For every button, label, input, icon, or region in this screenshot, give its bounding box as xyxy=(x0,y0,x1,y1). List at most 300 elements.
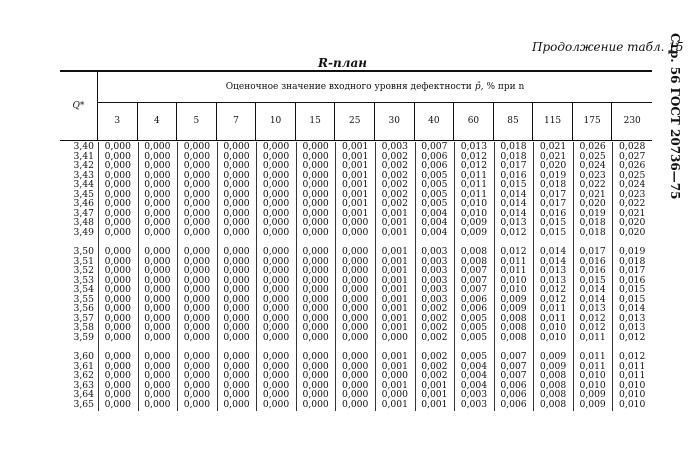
table-cell: 0,001 xyxy=(342,150,369,162)
row-group xyxy=(60,142,652,237)
table-cell: 0,001 xyxy=(342,141,369,152)
table-cell: 0,000 xyxy=(183,207,211,219)
table-cell: 0,018 xyxy=(579,217,606,228)
table-cell: 0,000 xyxy=(104,179,131,190)
table-cell: 0,006 xyxy=(500,379,527,391)
table-cell: 0,015 xyxy=(579,274,606,286)
table-cell: 0,000 xyxy=(223,198,250,209)
q-value: 3,49 xyxy=(73,226,94,238)
table-row xyxy=(60,400,652,410)
table-cell: 0,000 xyxy=(342,246,369,257)
q-value: 3,42 xyxy=(73,160,94,171)
table-cell: 0,002 xyxy=(421,351,448,362)
table-cell: 0,002 xyxy=(421,303,448,314)
table-cell: 0,000 xyxy=(223,265,250,276)
table-cell: 0,000 xyxy=(302,169,329,181)
table-cell: 0,000 xyxy=(342,379,369,391)
table-cell: 0,000 xyxy=(262,246,290,257)
table-cell: 0,002 xyxy=(421,322,448,333)
table-cell: 0,000 xyxy=(223,274,250,286)
table-cell: 0,001 xyxy=(381,207,408,219)
table-cell: 0,013 xyxy=(539,274,567,286)
table-cell: 0,004 xyxy=(421,226,448,238)
table-cell: 0,008 xyxy=(539,379,567,391)
table-cell: 0,000 xyxy=(104,226,131,238)
table-cell: 0,024 xyxy=(619,179,646,190)
table-cell: 0,000 xyxy=(104,198,131,209)
q-value: 3,58 xyxy=(73,322,94,333)
table-cell: 0,000 xyxy=(223,226,250,238)
table-cell: 0,000 xyxy=(223,312,250,324)
table-cell: 0,007 xyxy=(460,274,488,286)
table-cell: 0,012 xyxy=(619,331,646,343)
table-cell: 0,000 xyxy=(223,389,250,400)
span-header-suffix: % при n xyxy=(486,82,525,92)
table-cell: 0,008 xyxy=(539,370,567,381)
table-cell: 0,024 xyxy=(579,160,606,171)
table-cell: 0,002 xyxy=(421,312,448,324)
table-cell: 0,000 xyxy=(381,370,408,381)
table-cell: 0,021 xyxy=(539,150,567,162)
table-cell: 0,000 xyxy=(302,226,329,238)
table-cell: 0,000 xyxy=(144,379,171,391)
table-cell: 0,008 xyxy=(460,255,488,267)
q-value: 3,40 xyxy=(73,141,94,152)
q-value: 3,57 xyxy=(73,312,94,324)
q-value: 3,43 xyxy=(73,169,94,181)
table-cell: 0,010 xyxy=(619,379,646,391)
table-cell: 0,010 xyxy=(579,370,606,381)
table-cell: 0,017 xyxy=(579,246,606,257)
table-cell: 0,005 xyxy=(421,169,448,181)
table-cell: 0,002 xyxy=(381,150,408,162)
table-cell: 0,015 xyxy=(500,179,527,190)
table-cell: 0,000 xyxy=(223,179,250,190)
table-cell: 0,013 xyxy=(460,141,488,152)
table-cell: 0,001 xyxy=(342,188,369,200)
table-cell: 0,009 xyxy=(500,293,527,305)
table-cell: 0,000 xyxy=(144,370,171,381)
table-cell: 0,000 xyxy=(144,398,171,410)
table-cell: 0,006 xyxy=(460,293,488,305)
table-cell: 0,006 xyxy=(500,398,527,410)
table-cell: 0,011 xyxy=(539,312,567,324)
table-cell: 0,000 xyxy=(342,398,369,410)
span-header-text: Оценочное значение входного уровня дефектности xyxy=(225,82,472,92)
table-cell: 0,000 xyxy=(104,188,131,200)
table-cell: 0,001 xyxy=(381,293,408,305)
table-cell: 0,018 xyxy=(619,255,646,267)
table-cell: 0,000 xyxy=(223,255,250,267)
table-cell: 0,000 xyxy=(223,284,250,295)
table-cell: 0,000 xyxy=(342,370,369,381)
table-cell: 0,000 xyxy=(302,322,329,333)
table-cell: 0,000 xyxy=(144,312,171,324)
side-page-label xyxy=(662,33,684,200)
table-cell: 0,010 xyxy=(539,322,567,333)
table-cell: 0,000 xyxy=(104,379,131,391)
table-cell: 0,000 xyxy=(302,246,329,257)
table-cell: 0,014 xyxy=(539,255,567,267)
table-cell: 0,000 xyxy=(144,160,171,171)
n-header-7: 7 xyxy=(217,102,257,140)
table-cell: 0,005 xyxy=(421,198,448,209)
q-value: 3,60 xyxy=(73,351,94,362)
table-cell: 0,001 xyxy=(381,379,408,391)
column-rule xyxy=(217,142,218,411)
table-cell: 0,011 xyxy=(500,255,527,267)
table-cell: 0,000 xyxy=(223,370,250,381)
table-cell: 0,000 xyxy=(104,360,131,372)
table-cell: 0,007 xyxy=(500,370,527,381)
table-cell: 0,019 xyxy=(579,207,606,219)
table-cell: 0,001 xyxy=(342,160,369,171)
table-cell: 0,000 xyxy=(183,217,211,228)
table-cell: 0,000 xyxy=(144,389,171,400)
table-cell: 0,020 xyxy=(539,160,567,171)
table-cell: 0,000 xyxy=(183,370,211,381)
table-cell: 0,000 xyxy=(342,284,369,295)
table-cell: 0,000 xyxy=(223,169,250,181)
table-cell: 0,000 xyxy=(302,274,329,286)
n-header-5: 5 xyxy=(177,102,217,140)
table-cell: 0,017 xyxy=(619,265,646,276)
table-cell: 0,001 xyxy=(381,217,408,228)
table-cell: 0,018 xyxy=(500,141,527,152)
table-cell: 0,026 xyxy=(619,160,646,171)
table-cell: 0,000 xyxy=(144,255,171,267)
table-cell: 0,000 xyxy=(183,389,211,400)
table-cell: 0,010 xyxy=(579,379,606,391)
table-cell: 0,008 xyxy=(500,312,527,324)
table-cell: 0,000 xyxy=(223,160,250,171)
table-cell: 0,000 xyxy=(223,322,250,333)
table-cell: 0,000 xyxy=(262,141,290,152)
table-cell: 0,000 xyxy=(302,370,329,381)
q-value: 3,56 xyxy=(73,303,94,314)
table-cell: 0,000 xyxy=(104,274,131,286)
column-rule xyxy=(335,142,336,411)
table-cell: 0,000 xyxy=(104,150,131,162)
table-cell: 0,002 xyxy=(381,188,408,200)
table-cell: 0,025 xyxy=(619,169,646,181)
table-cell: 0,000 xyxy=(183,360,211,372)
table-cell: 0,020 xyxy=(579,198,606,209)
table-cell: 0,000 xyxy=(381,389,408,400)
table-cell: 0,026 xyxy=(579,141,606,152)
column-rule xyxy=(177,142,178,411)
table-cell: 0,009 xyxy=(500,303,527,314)
table-cell: 0,011 xyxy=(619,370,646,381)
table-cell: 0,012 xyxy=(539,293,567,305)
table-cell: 0,000 xyxy=(302,141,329,152)
table-cell: 0,000 xyxy=(262,293,290,305)
table-cell: 0,000 xyxy=(183,303,211,314)
table-cell: 0,000 xyxy=(262,265,290,276)
table-cell: 0,016 xyxy=(579,255,606,267)
table-cell: 0,002 xyxy=(381,169,408,181)
table-cell: 0,007 xyxy=(421,141,448,152)
table-cell: 0,010 xyxy=(500,284,527,295)
q-value: 3,55 xyxy=(73,293,94,305)
table-cell: 0,011 xyxy=(579,331,606,343)
table-cell: 0,000 xyxy=(302,303,329,314)
continuation-caption: Продолжение табл. 15 xyxy=(532,40,684,54)
table-cell: 0,000 xyxy=(144,351,171,362)
table-cell: 0,000 xyxy=(104,389,131,400)
table-cell: 0,000 xyxy=(262,398,290,410)
column-rule xyxy=(573,142,574,411)
table-cell: 0,017 xyxy=(539,188,567,200)
table-cell: 0,005 xyxy=(460,322,488,333)
table-cell: 0,000 xyxy=(183,246,211,257)
table-cell: 0,000 xyxy=(223,379,250,391)
n-header-175: 175 xyxy=(573,102,613,140)
table-cell: 0,001 xyxy=(342,198,369,209)
table-cell: 0,014 xyxy=(579,293,606,305)
table-cell: 0,016 xyxy=(500,169,527,181)
table-cell: 0,014 xyxy=(500,188,527,200)
table-cell: 0,000 xyxy=(183,293,211,305)
q-value: 3,53 xyxy=(73,274,94,286)
table-cell: 0,002 xyxy=(421,360,448,372)
plan-title: R-план xyxy=(318,56,367,70)
table-cell: 0,000 xyxy=(223,141,250,152)
table-cell: 0,007 xyxy=(500,360,527,372)
column-rule xyxy=(415,142,416,411)
table-cell: 0,000 xyxy=(104,293,131,305)
table-cell: 0,000 xyxy=(104,207,131,219)
q-value: 3,65 xyxy=(73,398,94,410)
table-cell: 0,006 xyxy=(500,389,527,400)
column-rule xyxy=(138,142,139,411)
column-rule xyxy=(256,142,257,411)
table-cell: 0,000 xyxy=(262,312,290,324)
table-cell: 0,000 xyxy=(223,188,250,200)
table-cell: 0,003 xyxy=(421,293,448,305)
table-cell: 0,003 xyxy=(421,284,448,295)
table-cell: 0,000 xyxy=(342,255,369,267)
table-cell: 0,005 xyxy=(460,331,488,343)
q-value: 3,46 xyxy=(73,198,94,209)
table-cell: 0,000 xyxy=(183,160,211,171)
q-value: 3,61 xyxy=(73,360,94,372)
table-cell: 0,000 xyxy=(223,331,250,343)
table-cell: 0,000 xyxy=(223,207,250,219)
table-cell: 0,013 xyxy=(579,303,606,314)
table-cell: 0,000 xyxy=(342,303,369,314)
table-cell: 0,001 xyxy=(381,398,408,410)
table-cell: 0,010 xyxy=(619,398,646,410)
table-cell: 0,003 xyxy=(460,398,488,410)
table-cell: 0,000 xyxy=(302,179,329,190)
table-cell: 0,001 xyxy=(421,379,448,391)
table-cell: 0,008 xyxy=(539,389,567,400)
table-cell: 0,023 xyxy=(619,188,646,200)
table-cell: 0,000 xyxy=(262,303,290,314)
table-cell: 0,000 xyxy=(144,150,171,162)
table-cell: 0,000 xyxy=(144,293,171,305)
table-cell: 0,000 xyxy=(302,188,329,200)
table-cell: 0,006 xyxy=(421,160,448,171)
column-rule xyxy=(612,142,613,411)
table-cell: 0,000 xyxy=(342,322,369,333)
table-cell: 0,000 xyxy=(262,284,290,295)
table-cell: 0,004 xyxy=(460,379,488,391)
table-cell: 0,027 xyxy=(619,150,646,162)
table-cell: 0,003 xyxy=(381,141,408,152)
table-cell: 0,000 xyxy=(342,351,369,362)
table-cell: 0,000 xyxy=(302,398,329,410)
table-cell: 0,013 xyxy=(539,265,567,276)
table-cell: 0,005 xyxy=(421,188,448,200)
table-cell: 0,019 xyxy=(619,246,646,257)
table-cell: 0,018 xyxy=(500,150,527,162)
table-cell: 0,001 xyxy=(342,169,369,181)
table-cell: 0,000 xyxy=(183,179,211,190)
table-cell: 0,013 xyxy=(619,322,646,333)
table-cell: 0,000 xyxy=(302,360,329,372)
table-cell: 0,012 xyxy=(579,312,606,324)
n-header-60: 60 xyxy=(454,102,494,140)
table-cell: 0,000 xyxy=(183,312,211,324)
column-rule xyxy=(533,142,534,411)
table-cell: 0,012 xyxy=(460,160,488,171)
table-cell: 0,015 xyxy=(619,293,646,305)
table-cell: 0,000 xyxy=(302,312,329,324)
table-cell: 0,000 xyxy=(223,293,250,305)
table-cell: 0,000 xyxy=(302,293,329,305)
table-cell: 0,009 xyxy=(579,398,606,410)
n-header-10: 10 xyxy=(256,102,296,140)
table-cell: 0,001 xyxy=(421,389,448,400)
q-value: 3,44 xyxy=(73,179,94,190)
table-header xyxy=(60,72,652,141)
table-cell: 0,010 xyxy=(460,207,488,219)
table-cell: 0,002 xyxy=(381,198,408,209)
table-cell: 0,000 xyxy=(183,331,211,343)
table-cell: 0,000 xyxy=(144,331,171,343)
column-rule xyxy=(375,142,376,411)
q-value: 3,52 xyxy=(73,265,94,276)
table-cell: 0,012 xyxy=(579,322,606,333)
table-cell: 0,000 xyxy=(262,255,290,267)
table-cell: 0,000 xyxy=(302,207,329,219)
table-cell: 0,022 xyxy=(579,179,606,190)
table-cell: 0,025 xyxy=(579,150,606,162)
table-cell: 0,000 xyxy=(342,389,369,400)
table-cell: 0,001 xyxy=(381,322,408,333)
table-row xyxy=(60,228,652,238)
table-cell: 0,013 xyxy=(619,312,646,324)
table-row xyxy=(60,333,652,343)
table-cell: 0,012 xyxy=(500,226,527,238)
table-cell: 0,012 xyxy=(460,150,488,162)
table-cell: 0,000 xyxy=(104,331,131,343)
table-cell: 0,014 xyxy=(539,246,567,257)
table-cell: 0,005 xyxy=(421,179,448,190)
table-cell: 0,021 xyxy=(579,188,606,200)
table-cell: 0,000 xyxy=(262,274,290,286)
table-cell: 0,000 xyxy=(104,141,131,152)
defect-level-header xyxy=(98,72,652,103)
table-cell: 0,000 xyxy=(183,141,211,152)
table-cell: 0,014 xyxy=(500,207,527,219)
table-cell: 0,003 xyxy=(421,246,448,257)
table-cell: 0,001 xyxy=(381,255,408,267)
table-cell: 0,012 xyxy=(539,284,567,295)
table-cell: 0,011 xyxy=(579,351,606,362)
table-cell: 0,000 xyxy=(262,217,290,228)
table-cell: 0,010 xyxy=(460,198,488,209)
table-cell: 0,007 xyxy=(500,351,527,362)
table-cell: 0,011 xyxy=(460,169,488,181)
table-cell: 0,000 xyxy=(144,246,171,257)
table-cell: 0,000 xyxy=(183,226,211,238)
table-cell: 0,009 xyxy=(539,351,567,362)
table-cell: 0,015 xyxy=(539,226,567,238)
table-cell: 0,015 xyxy=(619,284,646,295)
q-value: 3,59 xyxy=(73,331,94,343)
table-cell: 0,000 xyxy=(104,322,131,333)
table-cell: 0,016 xyxy=(539,207,567,219)
table-cell: 0,001 xyxy=(381,226,408,238)
table-cell: 0,022 xyxy=(619,198,646,209)
table-cell: 0,001 xyxy=(381,274,408,286)
table-cell: 0,000 xyxy=(144,169,171,181)
table-cell: 0,014 xyxy=(500,198,527,209)
table-cell: 0,015 xyxy=(539,217,567,228)
q-value: 3,41 xyxy=(73,150,94,162)
table-cell: 0,000 xyxy=(262,169,290,181)
table-cell: 0,001 xyxy=(381,351,408,362)
table-cell: 0,000 xyxy=(302,150,329,162)
q-value: 3,64 xyxy=(73,389,94,400)
table-cell: 0,000 xyxy=(183,188,211,200)
n-header-115: 115 xyxy=(533,102,573,140)
table-cell: 0,000 xyxy=(104,303,131,314)
table-cell: 0,000 xyxy=(183,169,211,181)
table-cell: 0,002 xyxy=(421,370,448,381)
table-cell: 0,000 xyxy=(104,255,131,267)
table-cell: 0,005 xyxy=(460,351,488,362)
table-cell: 0,000 xyxy=(262,331,290,343)
table-cell: 0,000 xyxy=(144,322,171,333)
table-cell: 0,000 xyxy=(183,379,211,391)
column-rule xyxy=(296,142,297,411)
table-cell: 0,007 xyxy=(460,265,488,276)
table-cell: 0,000 xyxy=(262,360,290,372)
table-cell: 0,000 xyxy=(262,179,290,190)
table-cell: 0,000 xyxy=(223,217,250,228)
table-cell: 0,000 xyxy=(302,160,329,171)
table-cell: 0,000 xyxy=(381,331,408,343)
n-header-40: 40 xyxy=(415,102,455,140)
n-header-3: 3 xyxy=(98,102,138,140)
table-cell: 0,021 xyxy=(539,141,567,152)
q-value: 3,47 xyxy=(73,207,94,219)
table-cell: 0,011 xyxy=(619,360,646,372)
table-cell: 0,000 xyxy=(144,207,171,219)
table-cell: 0,000 xyxy=(342,217,369,228)
table-cell: 0,000 xyxy=(262,150,290,162)
table-cell: 0,000 xyxy=(262,198,290,209)
table-cell: 0,000 xyxy=(302,284,329,295)
q-value: 3,45 xyxy=(73,188,94,200)
table-cell: 0,004 xyxy=(421,217,448,228)
table-cell: 0,000 xyxy=(302,389,329,400)
table-cell: 0,018 xyxy=(579,226,606,238)
